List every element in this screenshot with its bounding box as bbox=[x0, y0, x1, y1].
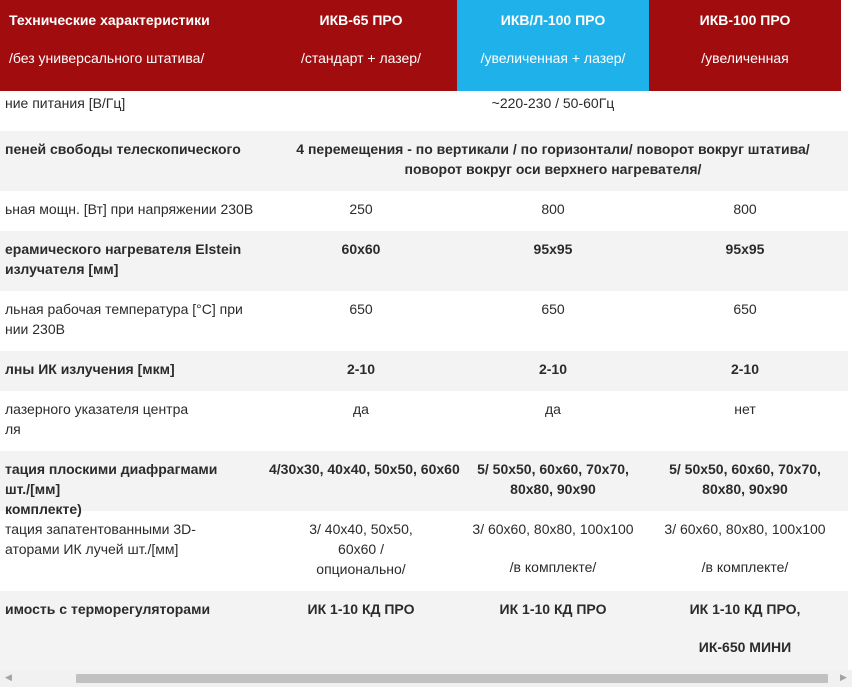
scroll-right-arrow-icon[interactable]: ▶ bbox=[840, 673, 847, 683]
table-row-temperature bbox=[0, 291, 848, 351]
row-value: 95x95 bbox=[533, 241, 573, 257]
row-value: да bbox=[353, 401, 369, 417]
row-value: 95x95 bbox=[725, 241, 765, 257]
row-value-line: 3/ 60x60, 80x80, 100x100 bbox=[664, 521, 826, 537]
row-value: 4/30x30, 40x40, 50x50, 60x60 bbox=[269, 461, 460, 477]
row-value-line: ИК-650 МИНИ bbox=[698, 639, 792, 655]
table-row-power-supply bbox=[0, 91, 848, 131]
row-label-line: аторами ИК лучей шт./[мм] bbox=[5, 541, 179, 557]
row-value: ИК 1-10 КД ПРО bbox=[499, 601, 607, 617]
row-label-line: тация запатентованными 3D- bbox=[5, 521, 196, 537]
row-label: имость с терморегуляторами bbox=[5, 601, 211, 617]
row-value: 5/ 50x50, 60x60, 70x70, 80x80, 90x90 bbox=[477, 461, 629, 497]
row-value: 650 bbox=[733, 301, 757, 317]
row-label-line: излучателя [мм] bbox=[5, 261, 119, 277]
header-title: ИКВ-100 ПРО bbox=[699, 12, 791, 28]
table-row-heater-size bbox=[0, 231, 848, 291]
row-label bbox=[0, 291, 265, 351]
row-value: ИК 1-10 КД ПРО bbox=[307, 601, 415, 617]
row-value-merged: 4 перемещения - по вертикали / по горизонтали/ поворот вокруг штатива/ поворот вокруг оси верхнего нагревателя/ bbox=[296, 141, 810, 177]
row-value: 3/ 40x40, 50x50, 60x60 / опционально/ bbox=[309, 521, 413, 577]
header-subtitle: /без универсального штатива/ bbox=[9, 50, 205, 66]
row-value: 60x60 bbox=[341, 241, 381, 257]
row-label-line: лазерного указателя центра bbox=[5, 401, 189, 417]
table-row-power bbox=[0, 191, 848, 231]
scroll-left-arrow-icon[interactable]: ◀ bbox=[5, 673, 12, 683]
header-subtitle: /стандарт + лазер/ bbox=[301, 50, 421, 66]
row-value: 650 bbox=[541, 301, 565, 317]
row-value-line: /в комплекте/ bbox=[509, 559, 597, 575]
row-label-line: ерамического нагревателя Elstein bbox=[5, 241, 242, 257]
row-label bbox=[0, 231, 265, 291]
row-value-line: ИК 1-10 КД ПРО, bbox=[689, 601, 801, 617]
header-subtitle: /увеличенная bbox=[701, 50, 789, 66]
row-label bbox=[0, 391, 265, 451]
row-label bbox=[0, 451, 265, 517]
row-value-merged: ~220-230 / 50-60Гц bbox=[491, 95, 615, 111]
horizontal-scrollbar[interactable] bbox=[0, 670, 852, 687]
row-value: 2-10 bbox=[730, 361, 760, 377]
header-subtitle: /увеличенная + лазер/ bbox=[480, 50, 626, 66]
table-row-freedom bbox=[0, 131, 848, 191]
row-value bbox=[649, 591, 841, 670]
row-value: 800 bbox=[541, 201, 565, 217]
row-label bbox=[0, 511, 265, 591]
table-row-diaphragms bbox=[0, 451, 848, 517]
header-cell-ikv100 bbox=[649, 0, 841, 91]
scrollbar-thumb[interactable] bbox=[76, 674, 828, 683]
row-value: нет bbox=[734, 401, 756, 417]
row-value: 650 bbox=[349, 301, 373, 317]
row-value: 5/ 50x50, 60x60, 70x70, 80x80, 90x90 bbox=[669, 461, 821, 497]
row-value bbox=[649, 511, 841, 591]
row-label-line: нии 230В bbox=[5, 321, 65, 337]
row-label-line: ля bbox=[5, 421, 21, 437]
header-cell-ikvl100 bbox=[457, 0, 649, 91]
row-value: 800 bbox=[733, 201, 757, 217]
row-label: пеней свободы телескопического bbox=[5, 141, 241, 157]
row-value: 2-10 bbox=[346, 361, 376, 377]
header-cell-ikv65 bbox=[265, 0, 457, 91]
row-value-line: /в комплекте/ bbox=[701, 559, 789, 575]
row-label: ьная мощн. [Вт] при напряжении 230В bbox=[5, 201, 254, 217]
table-row-thermoregulators bbox=[0, 591, 848, 670]
table-row-wavelength bbox=[0, 351, 848, 391]
table-row-concentrators bbox=[0, 511, 848, 591]
row-label: ние питания [В/Гц] bbox=[5, 95, 126, 111]
table-row-laser bbox=[0, 391, 848, 451]
table-header-row bbox=[0, 0, 848, 91]
header-cell-specs bbox=[0, 0, 265, 91]
row-value: да bbox=[545, 401, 561, 417]
header-title: Технические характеристики bbox=[9, 12, 210, 28]
row-label-line: льная рабочая температура [°С] при bbox=[5, 301, 243, 317]
row-value: 2-10 bbox=[538, 361, 568, 377]
row-value-line: 3/ 60x60, 80x80, 100x100 bbox=[472, 521, 634, 537]
row-value: 250 bbox=[349, 201, 373, 217]
row-label-line: комплекте) bbox=[5, 501, 82, 517]
row-label: лны ИК излучения [мкм] bbox=[5, 361, 175, 377]
row-label-line: тация плоскими диафрагмами шт./[мм] bbox=[5, 461, 218, 497]
header-title: ИКВ-65 ПРО bbox=[319, 12, 403, 28]
row-value bbox=[457, 511, 649, 591]
header-title: ИКВ/Л-100 ПРО bbox=[500, 12, 606, 28]
